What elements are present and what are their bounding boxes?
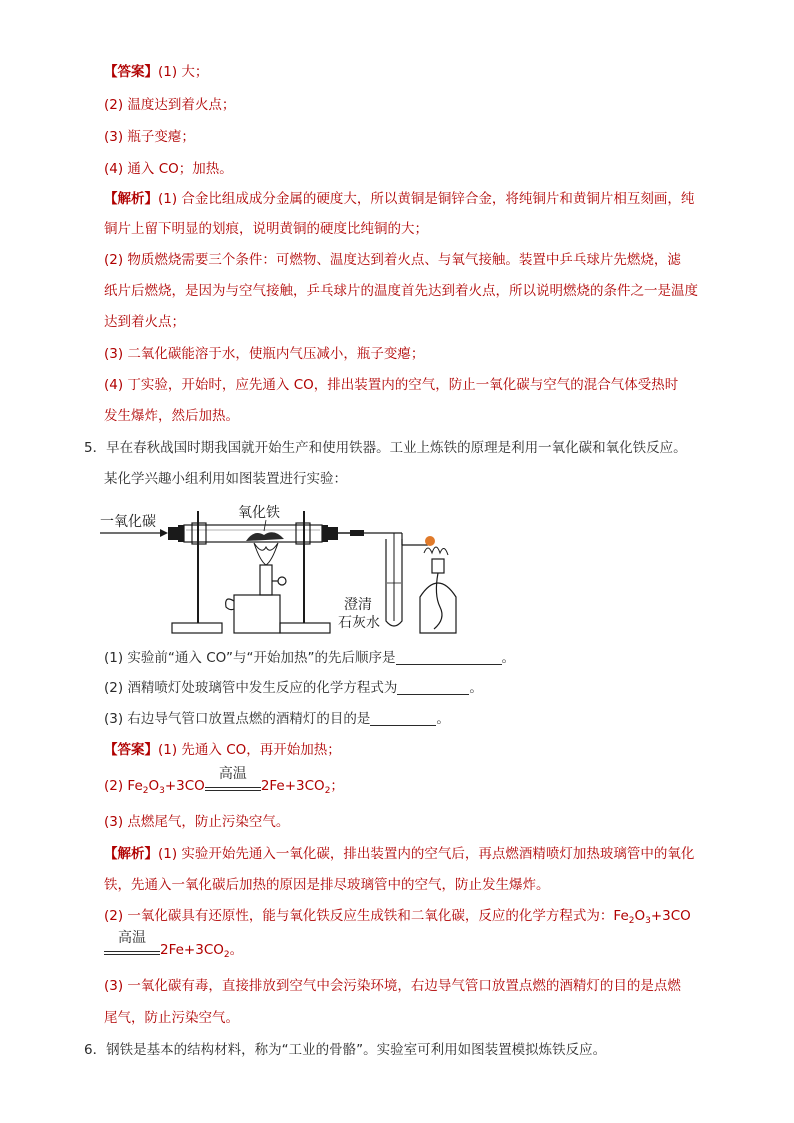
analysis-text: (2) 一氧化碳具有还原性，能与氧化铁反应生成铁和二氧化碳，反应的化学方程式为：Fe — [104, 908, 629, 924]
answer-blank-1[interactable] — [396, 650, 502, 665]
analysis-text: (1) 实验开始先通入一氧化碳，排出装置内的空气后，再点燃酒精喷灯加热玻璃管中的氧化 — [158, 846, 695, 862]
condition-high-temperature: 高温 — [118, 930, 146, 946]
answer-text: (1) 大； — [158, 64, 209, 80]
arrow-head-icon — [160, 529, 168, 537]
right-stopper-cap — [328, 527, 338, 540]
q4-analysis-p4-line-2: 发生爆炸，然后加热。 — [104, 408, 239, 424]
lamp-handle — [226, 599, 234, 610]
spray-lamp-body — [234, 595, 280, 633]
left-stopper — [168, 527, 178, 540]
q5-analysis-line-1 — [104, 844, 694, 864]
eq-bar-2 — [104, 954, 160, 955]
spray-lamp-neck — [260, 565, 272, 595]
eq-bar — [205, 787, 261, 788]
subquestion-end: 。 — [501, 650, 515, 666]
question-text: 早在春秋战国时期我国就开始生产和使用铁器。工业上炼铁的原理是利用一氧化碳和氧化铁反应。 — [106, 440, 687, 456]
eq-products: 2Fe+3CO — [260, 778, 325, 794]
analysis-text: (1) 合金比组成成分金属的硬度大，所以黄铜是铜锌合金，将纯铜片和黄铜片相互刻画，纯 — [158, 191, 695, 207]
reaction-condition-arrow — [205, 766, 261, 796]
alcohol-lamp-flame — [424, 547, 448, 555]
q5-analysis-line-3 — [104, 906, 691, 931]
eq-sub: 2 — [142, 786, 149, 796]
q6-stem — [84, 1040, 606, 1060]
right-stopper — [322, 525, 328, 542]
lamp-wick — [434, 573, 442, 629]
q4-analysis-p4-line-1: (4) 丁实验，开始时，应先通入 CO，排出装置内的空气，防止一氧化碳与空气的混合气体受热时 — [104, 377, 679, 393]
subquestion-text: (2) 酒精喷灯处玻璃管中发生反应的化学方程式为 — [104, 680, 398, 696]
question-text: 钢铁是基本的结构材料，称为“工业的骨骼”。实验室可利用如图装置模拟炼铁反应。 — [106, 1042, 607, 1058]
eq-co: +3CO — [650, 908, 691, 924]
eq-sub: 3 — [159, 786, 165, 796]
answer-blank-2[interactable] — [397, 680, 469, 695]
lamp-knob-icon — [278, 577, 286, 585]
q5-subquestion-2 — [104, 678, 483, 698]
left-stopper-cap — [178, 525, 184, 542]
eq-bar — [104, 951, 160, 952]
reaction-condition-arrow — [104, 930, 160, 960]
answer-tag: 【答案】 — [104, 64, 158, 80]
q4-analysis-p3: (3) 二氧化碳能溶于水，使瓶内气压减小，瓶子变瘪； — [104, 346, 425, 362]
alcohol-lamp-neck — [432, 559, 444, 573]
eq-o: O — [634, 908, 646, 924]
eq-sub: 3 — [645, 916, 651, 926]
q4-analysis-p2-line-2: 纸片后燃烧，是因为与空气接触，乒乓球片的温度首先达到着火点，所以说明燃烧的条件之一是温度 — [104, 283, 698, 299]
eq-end: ； — [330, 778, 344, 794]
label-carbon-monoxide: 一氧化碳 — [100, 514, 156, 530]
label-limewater-2: 石灰水 — [338, 615, 380, 631]
analysis-tag: 【解析】 — [104, 846, 158, 862]
eq-sub: 2 — [628, 916, 635, 926]
q5-answer-equation — [104, 766, 344, 801]
q4-analysis-p1-line-1 — [104, 189, 694, 209]
q5-analysis-line-5: (3) 一氧化碳有毒，直接排放到空气中会污染环境，右边导气管口放置点燃的酒精灯的目的是点燃 — [104, 978, 681, 994]
q5-answer-line-1 — [104, 740, 341, 760]
q5-stem-line-1 — [84, 438, 687, 458]
analysis-tag: 【解析】 — [104, 191, 158, 207]
q4-answer-line-2: (2) 温度达到着火点； — [104, 97, 236, 113]
q5-subquestion-3 — [104, 709, 450, 729]
answer-tag: 【答案】 — [104, 742, 158, 758]
q5-analysis-equation-rhs — [104, 930, 244, 965]
subquestion-text: (1) 实验前“通入 CO”与“开始加热”的先后顺序是 — [104, 650, 396, 666]
eq-end: 。 — [229, 942, 244, 958]
q4-analysis-p1-line-2: 铜片上留下明显的划痕，说明黄铜的硬度比纯铜的大； — [104, 221, 428, 237]
eq-sub: 2 — [324, 786, 331, 796]
condition-high-temperature: 高温 — [218, 766, 247, 782]
right-stand-base — [280, 623, 330, 633]
q4-answer-line-4: (4) 通入 CO；加热。 — [104, 161, 233, 177]
rubber-connector — [350, 530, 364, 536]
subquestion-end: 。 — [469, 680, 483, 696]
q5-answer-line-3: (3) 点燃尾气，防止污染空气。 — [104, 814, 290, 830]
iron-oxide-powder — [246, 532, 284, 541]
eq-fe: (2) Fe — [104, 778, 143, 794]
eq-products: 2Fe+3CO — [160, 942, 224, 958]
q5-stem-line-2: 某化学兴趣小组利用如图装置进行实验： — [104, 471, 347, 487]
q4-answer-line-1 — [104, 62, 208, 82]
question-number: 6． — [84, 1042, 107, 1058]
answer-blank-3[interactable] — [370, 711, 436, 726]
left-stand-base — [172, 623, 222, 633]
answer-text: (1) 先通入 CO，再开始加热； — [158, 742, 341, 758]
q5-analysis-line-6: 尾气，防止污染空气。 — [104, 1010, 239, 1026]
q5-analysis-line-2: 铁，先通入一氧化碳后加热的原因是排尽玻璃管中的空气，防止发生爆炸。 — [104, 877, 550, 893]
eq-o: O — [148, 778, 160, 794]
question-number: 5． — [84, 440, 107, 456]
label-limewater-1: 澄清 — [344, 597, 372, 613]
spray-lamp-flame — [254, 543, 278, 565]
subquestion-end: 。 — [436, 711, 450, 727]
q5-subquestion-1 — [104, 648, 515, 668]
burning-gas-flame — [425, 536, 435, 546]
q4-analysis-p2-line-3: 达到着火点； — [104, 314, 185, 330]
eq-sub: 2 — [223, 950, 230, 960]
q4-analysis-p2-line-1: (2) 物质燃烧需要三个条件：可燃物、温度达到着火点、与氧气接触。装置中乒乓球片先燃烧，滤 — [104, 252, 681, 268]
eq-bar-2 — [205, 790, 261, 791]
subquestion-text: (3) 右边导气管口放置点燃的酒精灯的目的是 — [104, 711, 371, 727]
iron-smelting-apparatus-diagram — [98, 503, 478, 638]
label-iron-oxide: 氧化铁 — [238, 505, 280, 521]
q4-answer-line-3: (3) 瓶子变瘪； — [104, 129, 195, 145]
eq-co: +3CO — [164, 778, 205, 794]
